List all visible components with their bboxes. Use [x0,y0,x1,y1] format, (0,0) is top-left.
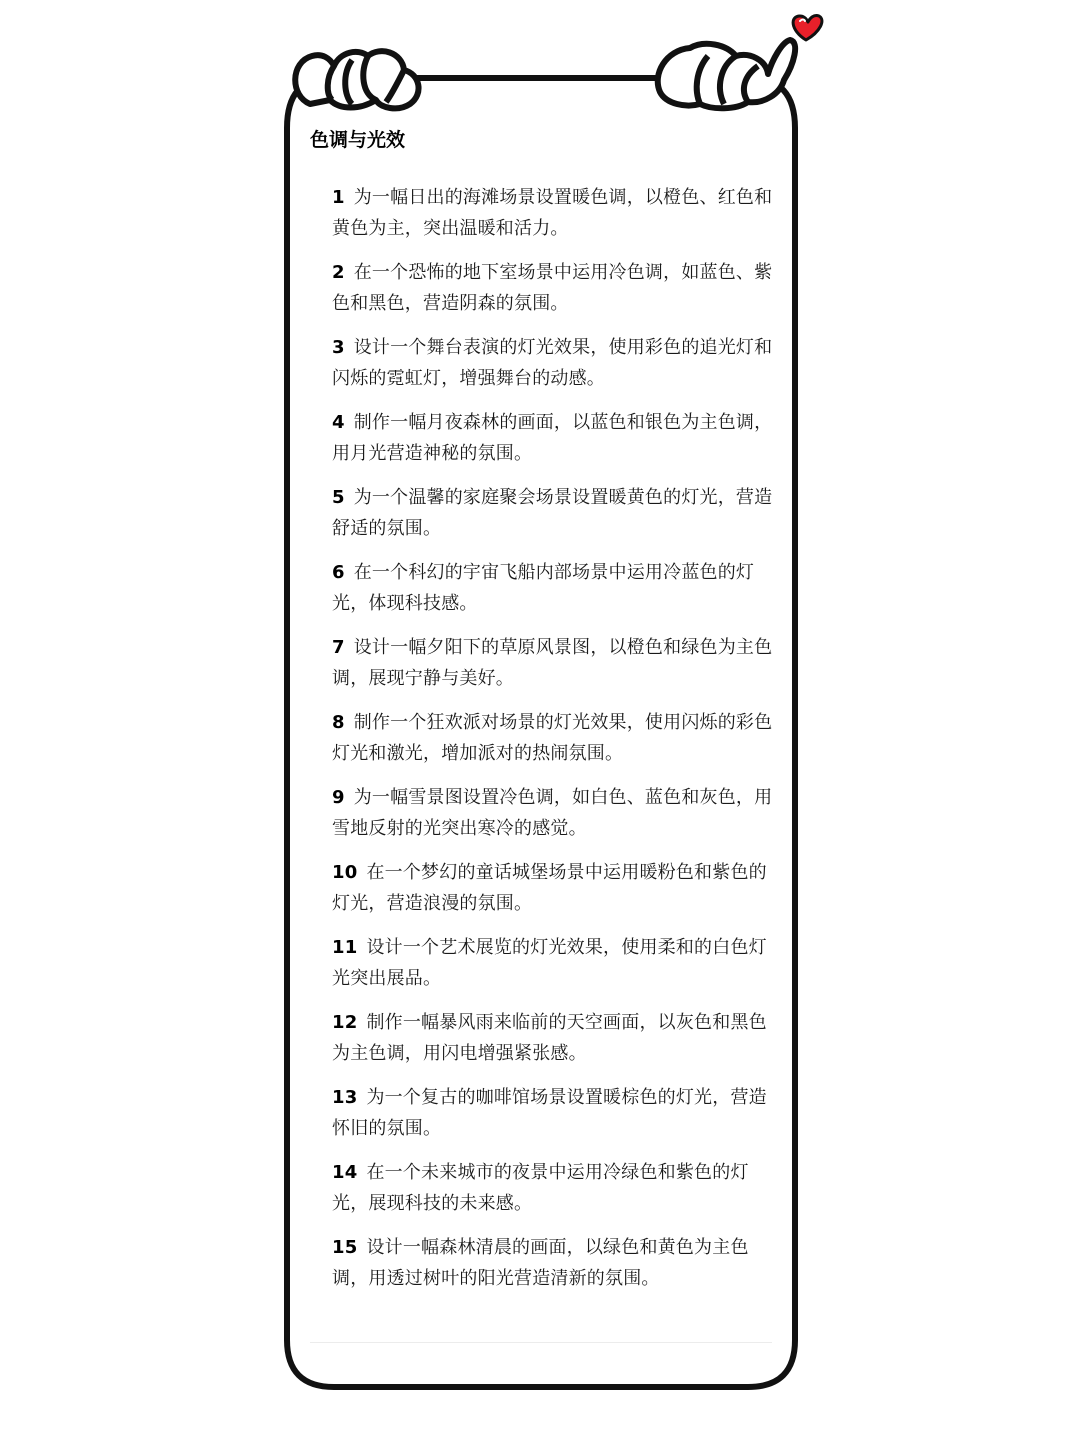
item-number: 13 [332,1087,358,1108]
item-text: 为一个温馨的家庭聚会场景设置暖黄色的灯光，营造舒适的氛围。 [332,487,773,539]
list-item [332,1232,778,1294]
list-item [332,257,778,319]
document-title: 色调与光效 [310,129,406,151]
item-number: 14 [332,1162,358,1183]
item-number: 9 [332,787,345,808]
item-number: 11 [332,937,358,958]
list-item [332,407,778,469]
item-text: 设计一个艺术展览的灯光效果，使用柔和的白色灯光突出展品。 [332,937,767,989]
list-item [332,1082,778,1144]
list-item [332,557,778,619]
list-item [332,782,778,844]
item-text: 设计一幅森林清晨的画面，以绿色和黄色为主色调，用透过树叶的阳光营造清新的氛围。 [332,1237,749,1289]
list-item [332,707,778,769]
item-number: 5 [332,487,345,508]
list-item [332,482,778,544]
item-text: 设计一幅夕阳下的草原风景图，以橙色和绿色为主色调，展现宁静与美好。 [332,637,773,689]
item-text: 在一个科幻的宇宙飞船内部场景中运用冷蓝色的灯光，体现科技感。 [332,562,755,614]
item-number: 10 [332,862,358,883]
item-text: 制作一幅月夜森林的画面，以蓝色和银色为主色调，用月光营造神秘的氛围。 [332,412,773,464]
item-number: 1 [332,187,345,208]
list-item [332,182,778,244]
item-number: 2 [332,262,345,283]
list-item [332,1007,778,1069]
left-hand-icon [295,51,418,108]
item-text: 为一幅日出的海滩场景设置暖色调，以橙色、红色和黄色为主，突出温暖和活力。 [332,187,773,239]
item-number: 4 [332,412,345,433]
item-text: 设计一个舞台表演的灯光效果，使用彩色的追光灯和闪烁的霓虹灯，增强舞台的动感。 [332,337,773,389]
item-text: 在一个未来城市的夜景中运用冷绿色和紫色的灯光，展现科技的未来感。 [332,1162,749,1214]
item-number: 7 [332,637,345,658]
list-item [332,332,778,394]
list-item [332,1157,778,1219]
item-text: 为一个复古的咖啡馆场景设置暖棕色的灯光，营造怀旧的氛围。 [332,1087,767,1139]
item-text: 在一个恐怖的地下室场景中运用冷色调，如蓝色、紫色和黑色，营造阴森的氛围。 [332,262,773,314]
list-item [332,632,778,694]
document-content [308,126,778,1307]
item-number: 6 [332,562,345,583]
item-number: 12 [332,1012,358,1033]
list-item [332,857,778,919]
heart-icon [793,15,822,40]
item-text: 制作一幅暴风雨来临前的天空画面，以灰色和黑色为主色调，用闪电增强紧张感。 [332,1012,767,1064]
item-number: 15 [332,1237,358,1258]
item-number: 3 [332,337,345,358]
prompt-list [308,182,778,1294]
item-text: 为一幅雪景图设置冷色调，如白色、蓝色和灰色，用雪地反射的光突出寒冷的感觉。 [332,787,773,839]
list-item [332,932,778,994]
item-text: 在一个梦幻的童话城堡场景中运用暖粉色和紫色的灯光，营造浪漫的氛围。 [332,862,767,914]
bottom-divider [310,1342,772,1343]
item-number: 8 [332,712,345,733]
item-text: 制作一个狂欢派对场景的灯光效果，使用闪烁的彩色灯光和激光，增加派对的热闹氛围。 [332,712,773,764]
